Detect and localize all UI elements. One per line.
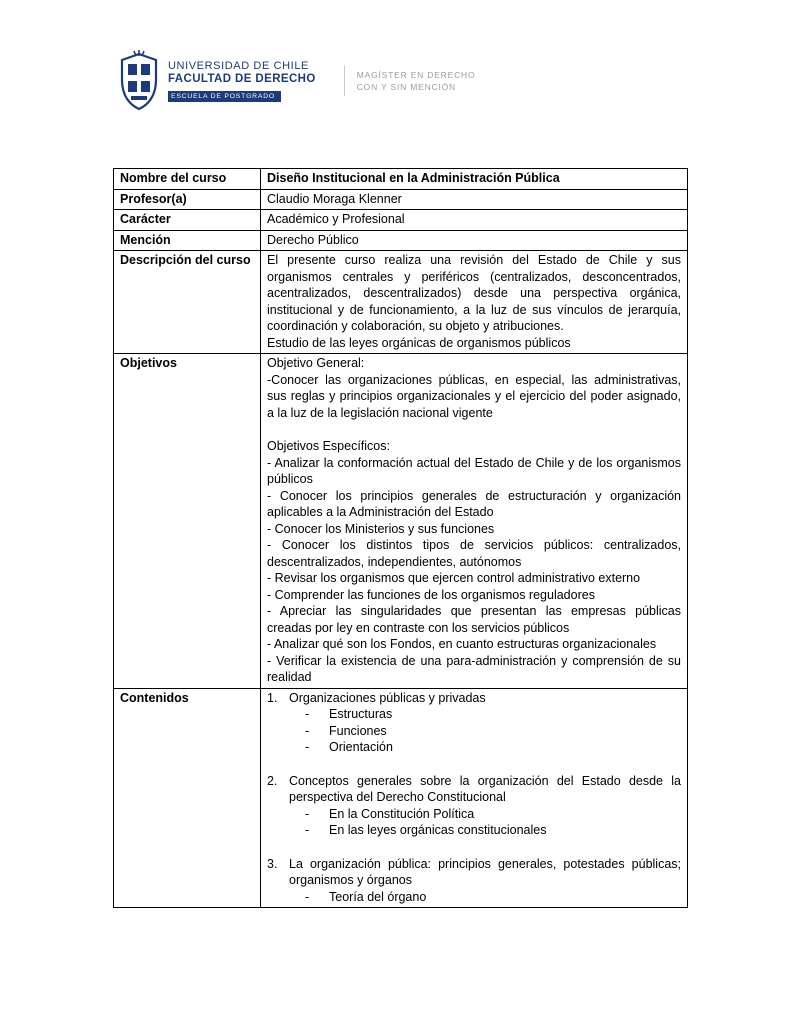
subitem-text: En la Constitución Política <box>329 806 475 821</box>
contenido-item <box>267 690 681 707</box>
objetivo-especifico-item: - Apreciar las singularidades que presentan las empresas públicas creadas por ley en contraste con los servicios públicos <box>267 604 681 635</box>
contenido-subitem <box>267 739 681 756</box>
subitem-text: Funciones <box>329 723 387 738</box>
header-divider <box>344 66 345 96</box>
row-label-objetivos: Objetivos <box>114 354 261 689</box>
objetivo-especifico-item: - Conocer los principios generales de estructuración y organización aplicables a la Administración del Estado <box>267 488 681 519</box>
course-name-value: Diseño Institucional en la Administración Pública <box>261 169 688 190</box>
row-nombre-del-curso <box>114 169 688 190</box>
subitem-text: Estructuras <box>329 707 393 721</box>
university-name: UNIVERSIDAD DE CHILE <box>168 59 309 72</box>
subitem-text: En las leyes orgánicas constitucionales <box>329 823 547 837</box>
descripcion-paragraph: El presente curso realiza una revisión del Estado de Chile y sus organismos centrales y periféricos (centralizados, desconcentrados, acentralizados, descentralizados) desde una perspectiva orgánica, institucional y de funcionamiento, a la luz de sus vínculos de jerarquía, coordinación y colaboración, su objeto y atribuciones. <box>267 253 681 333</box>
row-label-caracter: Carácter <box>114 210 261 231</box>
objetivo-especifico-item: - Conocer los Ministerios y sus funciones <box>267 521 495 536</box>
school-name-badge: ESCUELA DE POSTGRADO <box>168 91 281 102</box>
objetivo-especifico-item: - Conocer los distintos tipos de servicios públicos: centralizados, descentralizados, independientes, autónomos <box>267 538 681 569</box>
objetivos-especificos-title: Objetivos Específicos: <box>267 439 390 453</box>
subitem-text: Teoría del órgano <box>329 889 427 904</box>
objetivo-especifico-item: - Analizar la conformación actual del Estado de Chile y de los organismos públicos <box>267 455 681 486</box>
objetivo-general-title: Objetivo General: <box>267 356 365 370</box>
row-label-profesor: Profesor(a) <box>114 189 261 210</box>
row-label-nombre: Nombre del curso <box>114 169 261 190</box>
contenido-item-text: La organización pública: principios generales, potestades públicas; organismos y órganos <box>289 856 681 887</box>
objetivo-general-text: -Conocer las organizaciones públicas, en especial, las administrativas, sus reglas y principios organizacionales y el ejercicio del poder asignado, a la luz de la legislación nacional vigente <box>267 372 681 420</box>
contenido-item <box>267 773 681 806</box>
letterhead <box>118 50 475 112</box>
subitem-dash: - <box>305 889 310 904</box>
subitem-dash: - <box>305 806 310 821</box>
contenido-item-text: Organizaciones públicas y privadas <box>289 690 486 705</box>
contenido-item <box>267 856 681 889</box>
objetivo-especifico-item: - Comprender las funciones de los organismos reguladores <box>267 587 595 602</box>
descripcion-line2: Estudio de las leyes orgánicas de organismos públicos <box>267 335 571 350</box>
subitem-text: Orientación <box>329 740 393 754</box>
course-table <box>113 168 688 908</box>
contenido-item-number: 2. <box>267 773 278 788</box>
row-mencion <box>114 230 688 251</box>
subitem-dash: - <box>305 707 310 721</box>
contenido-item-number: 3. <box>267 856 278 871</box>
objetivo-especifico-item: - Revisar los organismos que ejercen control administrativo externo <box>267 571 641 585</box>
contenidos-cell <box>261 688 688 908</box>
objetivo-especifico-item: - Analizar qué son los Fondos, en cuanto estructuras organizacionales <box>267 637 657 651</box>
university-shield-logo-icon <box>118 50 160 112</box>
program-name: MAGÍSTER EN DERECHO <box>356 69 476 80</box>
professor-name-value: Claudio Moraga Klenner <box>261 189 688 210</box>
row-caracter <box>114 210 688 231</box>
subitem-dash: - <box>305 723 310 738</box>
contenido-subitem <box>267 822 681 839</box>
contenido-subitem <box>267 706 681 723</box>
objetivo-especifico-item: - Verificar la existencia de una para-administración y comprensión de su realidad <box>267 653 681 684</box>
program-mention: CON Y SIN MENCIÓN <box>356 82 456 92</box>
row-contenidos <box>114 688 688 908</box>
contenido-item-text: Conceptos generales sobre la organización del Estado desde la perspectiva del Derecho Constitucional <box>289 773 681 804</box>
subitem-dash: - <box>305 823 310 837</box>
row-label-mencion: Mención <box>114 230 261 251</box>
faculty-name: FACULTAD DE DERECHO <box>168 72 316 85</box>
objetivos-cell <box>261 354 688 689</box>
caracter-value: Académico y Profesional <box>261 210 688 231</box>
row-label-contenidos: Contenidos <box>114 688 261 908</box>
descripcion-cell <box>261 251 688 354</box>
contenido-subitem <box>267 806 681 823</box>
institution-text-block <box>168 60 316 103</box>
row-descripcion <box>114 251 688 354</box>
subitem-dash: - <box>305 740 310 754</box>
mencion-value: Derecho Público <box>261 230 688 251</box>
contenido-subitem <box>267 723 681 740</box>
row-profesor <box>114 189 688 210</box>
program-text-block <box>357 69 476 94</box>
row-label-descripcion: Descripción del curso <box>114 251 261 354</box>
contenido-subitem <box>267 889 681 906</box>
row-objetivos <box>114 354 688 689</box>
contenido-item-number: 1. <box>267 690 278 705</box>
